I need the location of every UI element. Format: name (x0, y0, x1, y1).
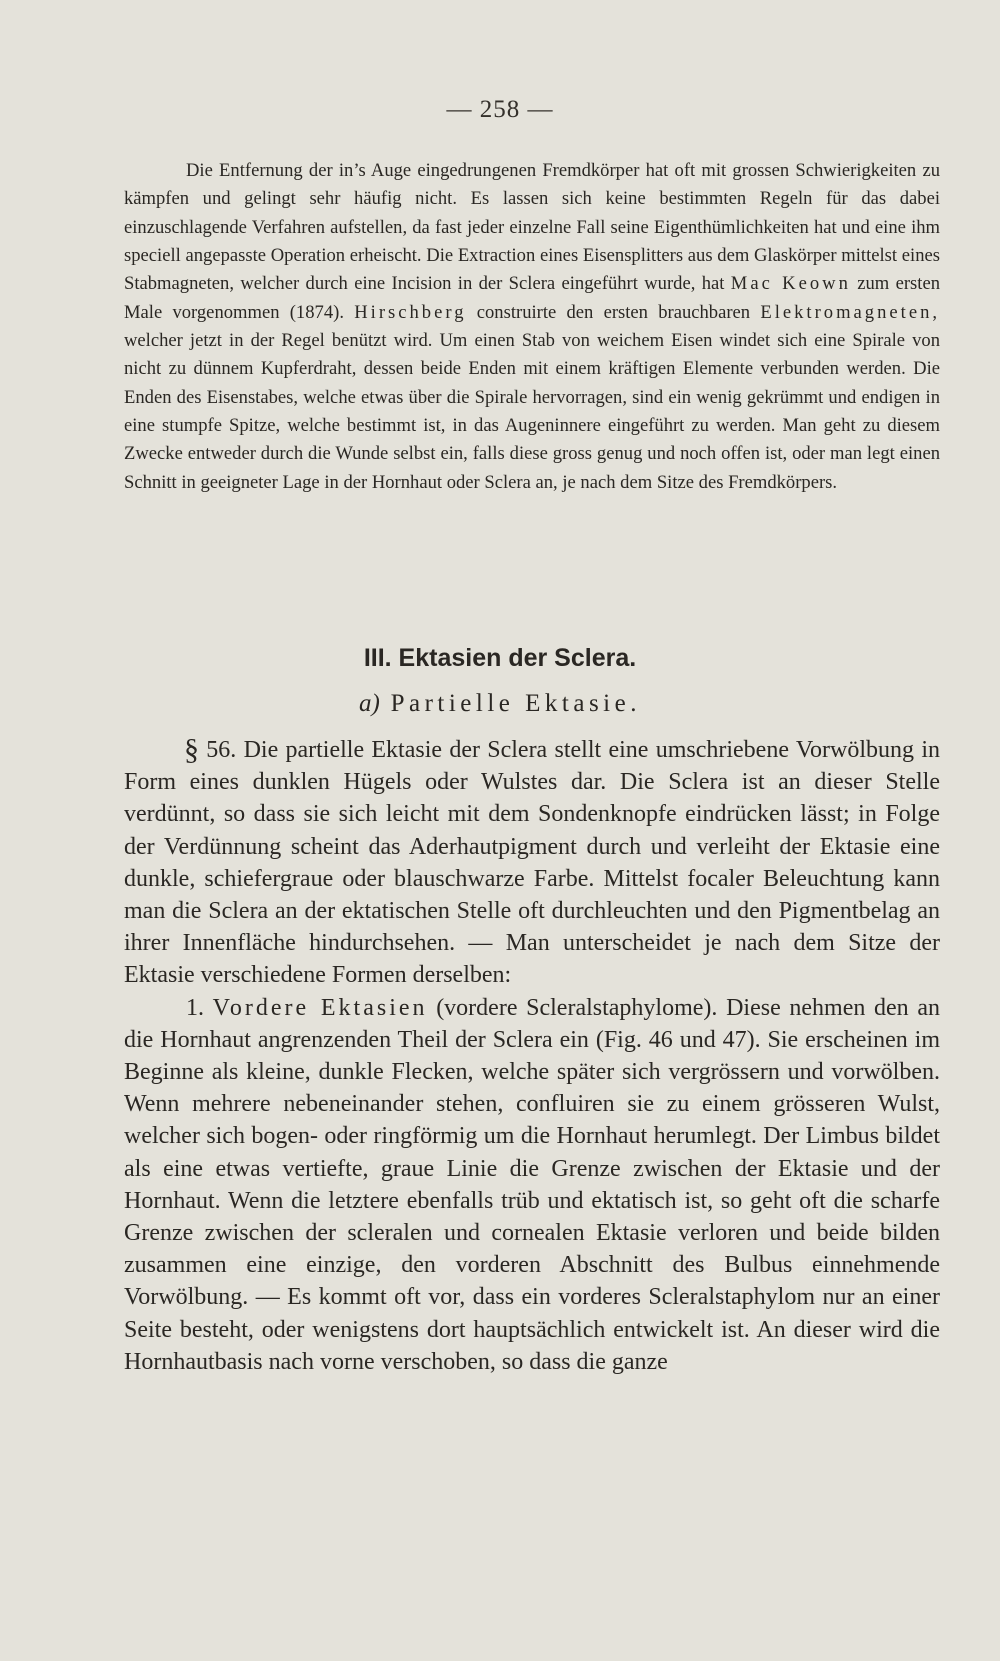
intro-paragraph (124, 157, 940, 497)
intro-text-block (124, 157, 940, 497)
section-sign: § (184, 733, 199, 766)
term-elektromagneten: Elektromagneten, (760, 301, 941, 323)
item-1-text: (vordere Scleralstaphylome). Diese nehmen den an die Hornhaut angrenzenden Theil der Sclera ein (Fig. 46 und 47). Sie erscheinen im Beginne als kleine, dunkle Flecken, welche später sich vergrössern und vorwölben. Wenn mehrere nebeneinander stehen, confluiren sie zu einem grösseren Wulst, welcher sich bogen- oder ringförmig um die Hornhaut herumlegt. Der Limbus bildet als eine etwas vertiefte, graue Linie die Grenze zwischen der Ektasie und der Hornhaut. Wenn die letztere ebenfalls trüb und ektatisch ist, so geht oft die scharfe Grenze zwischen der scleralen und cornealen Ektasie verloren und beide bilden zusammen eine einzige, den vorderen Abschnitt des Bulbus einnehmende Vorwölbung. — Es kommt oft vor, dass ein vorderes Scleralstaphylom nur an einer Seite besteht, oder wenigstens dort hauptsächlich entwickelt ist. An dieser wird die Hornhautbasis nach vorne verschoben, so dass die ganze (124, 994, 941, 1375)
intro-text-2: zum ersten Male vorgenommen (1874). (124, 273, 941, 323)
main-text-block (124, 734, 940, 1378)
item-number: 1. (186, 994, 204, 1021)
section-56-paragraph (124, 734, 940, 992)
section-56-text: Die partielle Ektasie der Sclera stellt eine umschriebene Vorwölbung in Form eines dunklen Hügels oder Wulstes dar. Die Sclera ist an dieser Stelle verdünnt, so dass sie sich leicht mit dem Sondenknopfe eindrücken lässt; in Folge der Verdünnung scheint das Aderhautpigment durch und verleiht der Ektasie eine dunkle, schiefergraue oder blauschwarze Farbe. Mittelst focaler Beleuchtung kann man die Sclera an der ektatischen Stelle oft durchleuchten und den Pigmentbelag an ihrer Innenfläche hindurchsehen. — Man unterscheidet je nach dem Sitze der Ektasie verschiedene Formen derselben: (124, 737, 940, 989)
page-number: — 258 — (446, 96, 554, 123)
section-number: 56. (206, 737, 237, 763)
sub-heading-title: Partielle Ektasie. (390, 690, 641, 717)
intro-text-4: welcher jetzt in der Regel benützt wird. Um einen Stab von weichem Eisen windet sich eine Spirale von nicht zu dünnem Kupferdraht, dessen beide Enden mit einem kräftigen Elemente verbunden werden. Die Enden des Eisenstabes, welche etwas über die Spirale hervorragen, sind ein wenig gekrümmt und endigen in eine stumpfe Spitze, welche bestimmt ist, in das Augeninnere eingeführt zu werden. Man geht zu diesem Zwecke entweder durch die Wunde selbst ein, falls diese gross genug und noch offen ist, oder man legt einen Schnitt in geeigneter Lage in der Hornhaut oder Sclera an, je nach dem Sitze des Fremdkörpers. (124, 330, 940, 493)
section-heading: III. Ektasien der Sclera. (363, 644, 637, 672)
name-mac-keown: Mac Keown (730, 273, 851, 295)
sub-heading-letter: a) (359, 690, 380, 717)
item-1-paragraph (124, 992, 940, 1378)
intro-text-1: Die Entfernung der in’s Auge eingedrungenen Fremdkörper hat oft mit grossen Schwierigkeiten zu kämpfen und gelingt sehr häufig nicht. Es lassen sich keine bestimmten Regeln für das dabei einzuschlagende Verfahren aufstellen, da fast jeder einzelne Fall seine Eigenthümlichkeiten hat und eine ihm speciell angepasste Operation erheischt. Die Extraction eines Eisensplitters aus dem Glaskörper mittelst eines Stabmagneten, welcher durch eine Incision in der Sclera eingeführt wurde, hat (124, 160, 940, 295)
sub-heading (0, 690, 1000, 718)
name-hirschberg: Hirschberg (354, 301, 467, 323)
item-term: Vordere Ektasien (212, 994, 428, 1021)
intro-text-3: construirte den ersten brauchbaren (476, 301, 751, 323)
